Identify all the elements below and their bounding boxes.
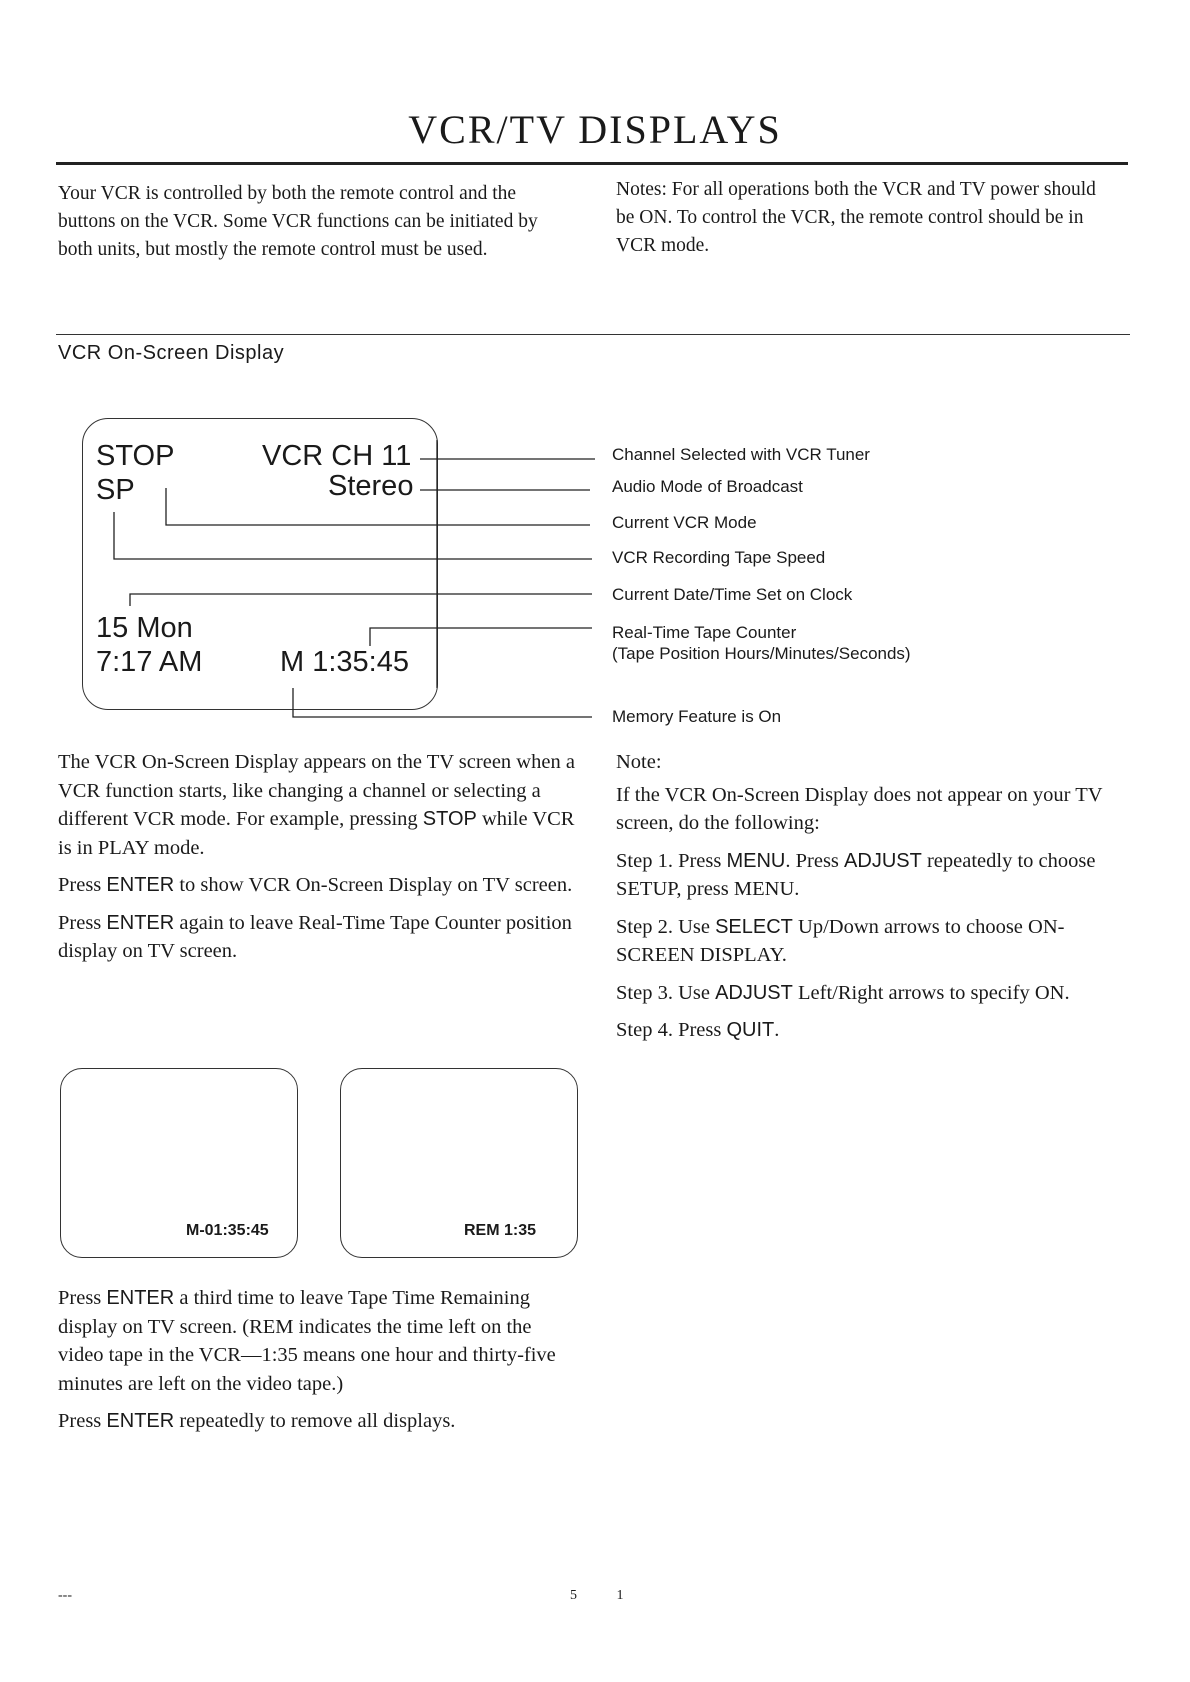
line-memory	[293, 688, 592, 717]
page-number: 5 1	[570, 1588, 642, 1603]
note-step-4: Step 4. Press QUIT.	[616, 1019, 780, 1041]
callout-speed: VCR Recording Tape Speed	[612, 548, 826, 567]
paragraph-enter-repeat: Press ENTER repeatedly to remove all displays.	[58, 1410, 456, 1432]
callout-channel: Channel Selected with VCR Tuner	[612, 445, 870, 464]
osd-counter: M 1:35:45	[280, 646, 409, 678]
osd-time: 7:17 AM	[96, 646, 203, 678]
line-counter	[370, 628, 592, 646]
osd-speed: SP	[96, 474, 135, 506]
note-step-2: Step 2. Use SELECT Up/Down arrows to choose ON-SCREEN DISPLAY.	[616, 915, 1065, 966]
left-column-text-2	[58, 1284, 578, 1445]
intro-left: Your VCR is controlled by both the remote control and the buttons on the VCR. Some VCR functions can be initiated by both units, but mostly the remote control must be used.	[58, 183, 538, 260]
paragraph-enter-again: Press ENTER again to leave Real-Time Tape Counter position display on TV screen.	[58, 911, 572, 962]
paragraph-intro: The VCR On-Screen Display appears on the TV screen when a VCR function starts, like changing a channel or selecting a different VCR mode. For example, pressing STOP while VCR is in PLAY mode.	[58, 751, 575, 859]
note-column	[616, 748, 1136, 1054]
mini-remaining-label: REM 1:35	[464, 1222, 537, 1239]
callout-counter-sub: (Tape Position Hours/Minutes/Seconds)	[612, 644, 911, 663]
note-step-1: Step 1. Press MENU. Press ADJUST repeatedly to choose SETUP, press MENU.	[616, 849, 1096, 900]
line-clock	[130, 594, 592, 606]
note-step-3: Step 3. Use ADJUST Left/Right arrows to specify ON.	[616, 981, 1070, 1004]
osd-date: 15 Mon	[96, 612, 193, 644]
mini-screen-remaining	[340, 1068, 578, 1258]
intro-notes: Notes: For all operations both the VCR and TV power should be ON. To control the VCR, the remote control should be in VCR mode.	[616, 179, 1096, 256]
callout-memory: Memory Feature is On	[612, 707, 782, 726]
note-intro: If the VCR On-Screen Display does not appear on your TV screen, do the following:	[616, 783, 1103, 834]
paragraph-enter-third: Press ENTER a third time to leave Tape Time Remaining display on TV screen. (REM indicates the time left on the video tape in the VCR—1:35 means one hour and thirty-five minutes are left on the video tape.)	[58, 1287, 556, 1395]
mini-counter-label: M-01:35:45	[186, 1222, 269, 1239]
paragraph-enter-show: Press ENTER to show VCR On-Screen Display on TV screen.	[58, 874, 573, 896]
left-column-text	[58, 748, 578, 975]
footer-mark: ---	[58, 1588, 72, 1603]
callout-clock: Current Date/Time Set on Clock	[612, 585, 853, 604]
page-title: VCR/TV DISPLAYS	[408, 107, 782, 152]
note-heading: Note:	[616, 751, 662, 773]
osd-mode: STOP	[96, 440, 175, 472]
line-speed	[114, 512, 592, 559]
section-title: VCR On-Screen Display	[58, 342, 285, 364]
osd-channel: VCR CH 11	[262, 440, 412, 472]
callout-audio: Audio Mode of Broadcast	[612, 477, 803, 496]
callout-mode: Current VCR Mode	[612, 513, 757, 532]
callout-lines	[0, 0, 1190, 760]
osd-audio: Stereo	[328, 470, 414, 502]
callout-counter: Real-Time Tape Counter	[612, 623, 797, 642]
line-mode	[166, 488, 590, 525]
